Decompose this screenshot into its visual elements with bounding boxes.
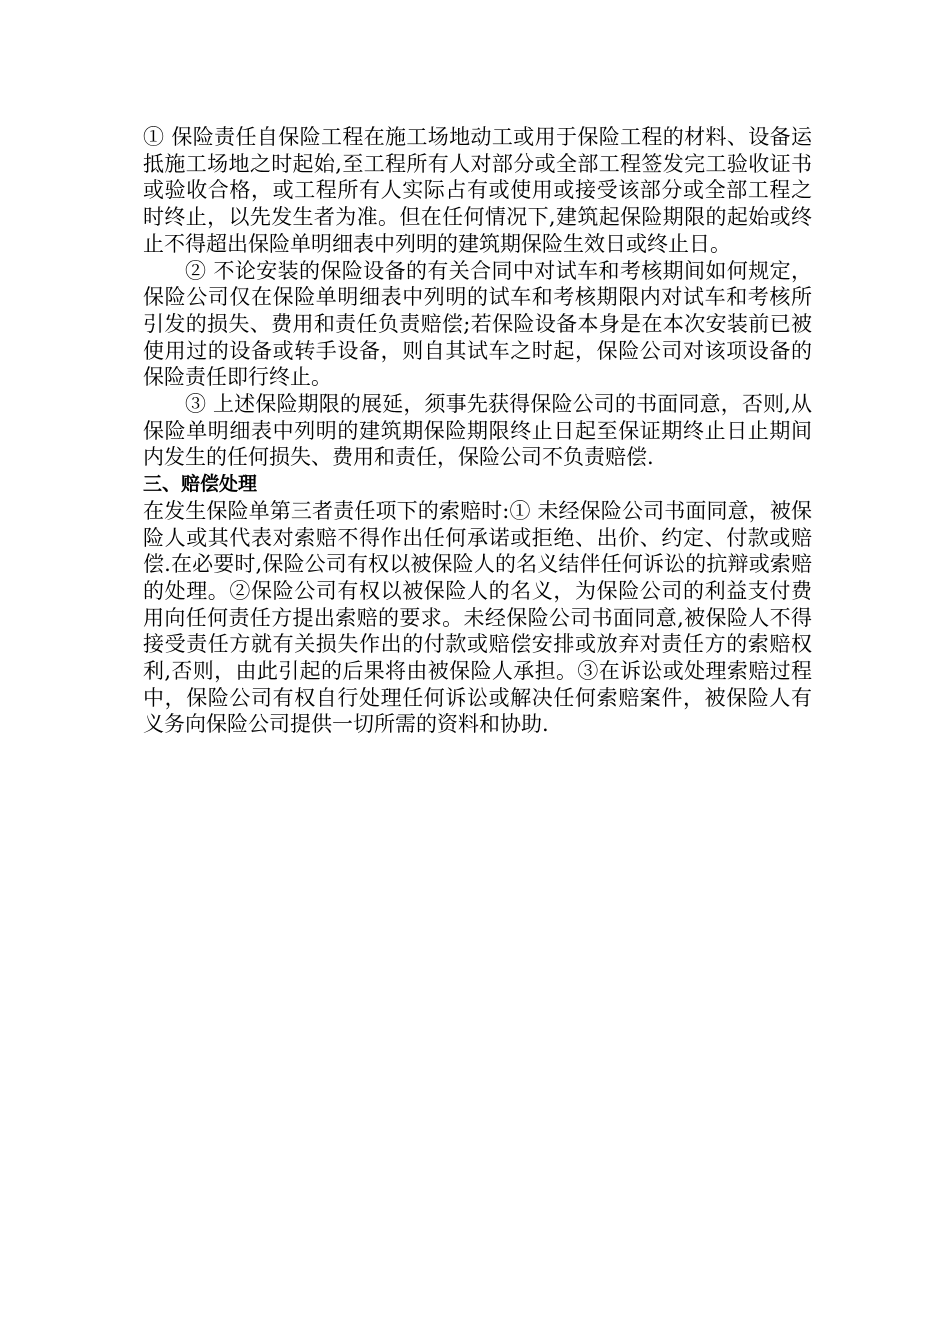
clause-paragraph-1: ① 保险责任自保险工程在施工场地动工或用于保险工程的材料、设备运抵施工场地之时起始,至工程所有人对部分或全部工程签发完工验收证书或验收合格，或工程所有人实际占有或使用或接受该部分或全部工程之时终止，以先发生者为准。但在任何情况下,建筑起保险期限的起始或终止不得超出保险单明细表中列明的建筑期保险生效日或终止日。 bbox=[143, 125, 812, 256]
claims-paragraph: 在发生保险单第三者责任项下的索赔时:① 未经保险公司书面同意，被保险人或其代表对索赔不得作出任何承诺或拒绝、出价、约定、付款或赔偿.在必要时,保险公司有权以被保险人的名义结伴任何诉讼的抗辩或索赔的处理。②保险公司有权以被保险人的名义，为保险公司的利益支付费用向任何责任方提出索赔的要求。未经保险公司书面同意,被保险人不得接受责任方就有关损失作出的付款或赔偿安排或放弃对责任方的索赔权利,否则，由此引起的后果将由被保险人承担。③在诉讼或处理索赔过程中，保险公司有权自行处理任何诉讼或解决任何索赔案件，被保险人有义务向保险公司提供一切所需的资料和协助. bbox=[143, 498, 812, 737]
document-page bbox=[143, 124, 812, 738]
section-heading: 三、赔偿处理 bbox=[143, 473, 258, 496]
clause-paragraph-2: ② 不论安装的保险设备的有关合同中对试车和考核期间如何规定，保险公司仅在保险单明细表中列明的试车和考核期限内对试车和考核所引发的损失、费用和责任负责赔偿;若保险设备本身是在本次安装前已被使用过的设备或转手设备，则自其试车之时起，保险公司对该项设备的保险责任即行终止。 bbox=[143, 258, 812, 390]
clause-paragraph-3: ③ 上述保险期限的展延，须事先获得保险公司的书面同意，否则,从保险单明细表中列明的建筑期保险期限终止日起至保证期终止日止期间内发生的任何损失、费用和责任，保险公司不负责赔偿. bbox=[143, 392, 812, 470]
